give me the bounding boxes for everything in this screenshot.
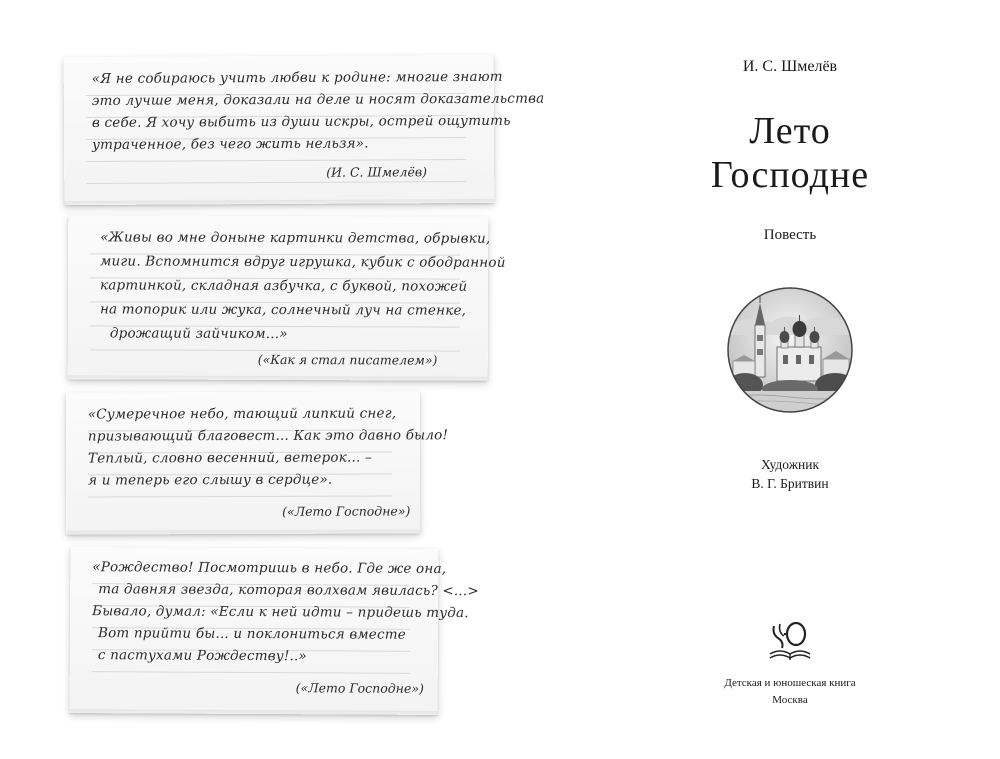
quote-line: в себе. Я хочу выбить из души искры, острей ощутить [91,112,511,131]
quote-attribution: («Как я стал писателем») [257,351,438,368]
quote-line: Вот прийти бы... и поклониться вместе [97,625,406,643]
quote-line: Теплый, словно весенний, ветерок... – [87,449,372,467]
illustrator-name: В. Г. Бритвин [751,476,829,491]
quote-line: утраченное, без чего жить нельзя». [92,135,369,153]
quote-line: «Я не собираюсь учить любви к родине: многие знают [91,68,503,87]
quote-line: дрожащий зайчиком...» [109,325,288,343]
quote-note-1 [64,55,545,205]
publisher-name: Детская и юношеская книга [724,677,856,689]
quote-line: Бывало, думал: «Если к ней идти – придешь туда. [92,603,469,622]
quote-note-4 [70,547,479,715]
quote-note-2 [68,215,506,380]
publisher-logo-icon [766,620,814,662]
author-name: И. С. Шмелёв [742,58,838,75]
illustrator-label: Художник [760,457,820,472]
book-title-line-2: Господне [710,154,870,196]
quote-line: это лучше меня, доказали на деле и носят доказательства [91,90,545,109]
quote-line: я и теперь его слышу в сердце». [88,471,333,489]
quote-line: миги. Вспомнится вдруг игрушка, кубик с ободранной [100,253,506,271]
quote-line: «Сумеречное небо, тающий липкий снег, [87,405,397,423]
quote-line: призывающий благовест... Как это давно было! [87,427,449,445]
church-vignette-illustration [725,285,855,415]
genre-subtitle: Повесть [763,227,817,243]
title-page [640,0,940,759]
quote-line: с пастухами Рождеству!..» [97,647,307,665]
book-title-line-1: Лето [749,110,831,152]
publisher-city: Москва [772,694,808,706]
quote-line: на топорик или жука, солнечный луч на стенке, [99,301,467,319]
quote-attribution: («Лето Господне») [282,503,411,519]
quote-line: та давняя звезда, которая волхвам явилась? <...> [98,581,479,600]
quote-line: «Рождество! Посмотришь в небо. Где же она, [92,559,447,578]
quote-line: картинкой, складная азбучка, с буквой, похожей [100,277,468,295]
quote-note-3 [66,391,449,534]
quote-attribution: («Лето Господне») [295,680,424,696]
quote-line: «Живы во мне доныне картинки детства, обрывки, [100,229,491,247]
quote-attribution: (И. С. Шмелёв) [326,164,428,180]
